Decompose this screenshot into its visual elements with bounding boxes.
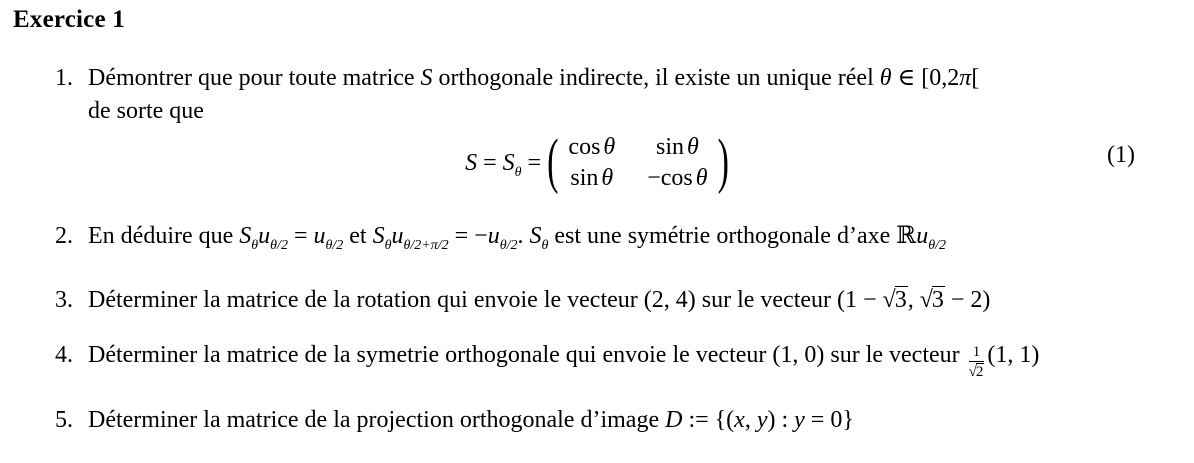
text-run: Déterminer la matrice de la symetrie orthogonale qui envoie le vecteur (1, 0) sur le vecteur (88, 342, 966, 368)
radicand: 3 (931, 287, 944, 313)
problem-1-text (88, 62, 979, 128)
text-run: Déterminer la matrice de la projection orthogonale d’image (88, 407, 666, 433)
cos-function: cos (568, 134, 601, 160)
math-var-pi: π (959, 65, 972, 91)
problem-5-text (88, 404, 854, 437)
equals-sign: = (477, 149, 503, 176)
radicand: 2 (975, 364, 984, 380)
radical-icon: √ (919, 287, 932, 313)
exercise-title: Exercice 1 (13, 6, 125, 33)
left-parenthesis: ( (547, 128, 559, 196)
text-run: − 2) (944, 287, 991, 313)
math-interval-close: [ (971, 65, 980, 91)
text-run: orthogonale indirecte, il existe un unique réel (432, 65, 880, 91)
problem-4-number: 4. (55, 342, 73, 368)
subscript-theta: θ (514, 164, 522, 180)
problem-4-text (88, 339, 1039, 381)
cos-function: cos (660, 165, 693, 191)
matrix-equation (0, 126, 1194, 200)
set-definition-close: = 0} (804, 407, 854, 433)
rotation-matrix (568, 132, 707, 194)
math-var-u: u (258, 223, 271, 249)
math-var-S: S (420, 65, 433, 91)
math-var-theta: θ (601, 165, 614, 191)
matrix-cell-10 (568, 163, 615, 194)
problem-4 (55, 339, 1039, 381)
matrix-cell-00 (568, 132, 615, 163)
right-parenthesis: ) (717, 128, 729, 196)
math-var-y: y (756, 407, 768, 433)
sqrt-3 (920, 287, 945, 313)
real-numbers-symbol: ℝ (896, 223, 917, 249)
math-var-x: x (734, 407, 745, 433)
equation-lhs (465, 149, 542, 180)
problem-5-number: 5. (55, 407, 73, 433)
problem-1 (55, 62, 979, 128)
math-var-S-theta: S (239, 223, 252, 249)
subscript-theta: θ (541, 237, 549, 253)
text-run: , (744, 407, 757, 433)
math-var-u: u (313, 223, 326, 249)
math-var-y: y (794, 407, 805, 433)
math-var-u: u (916, 223, 929, 249)
problem-3 (55, 284, 990, 317)
subscript-theta-over-2: θ/2 (270, 237, 288, 253)
math-interval-open: ∈ [0,2 (891, 65, 960, 91)
text-run: . (517, 223, 530, 249)
problem-3-number: 3. (55, 287, 73, 313)
math-var-D: D (665, 407, 683, 433)
equals-minus-sign: = − (448, 223, 488, 249)
equals-sign: = (287, 223, 314, 249)
problem-1-number: 1. (55, 65, 73, 91)
text-run: et (343, 223, 373, 249)
math-var-theta: θ (603, 134, 616, 160)
text-run: En déduire que (88, 223, 240, 249)
text-run: (1, 1) (987, 342, 1040, 368)
math-var-theta: θ (695, 165, 708, 191)
problem-3-text (88, 284, 990, 317)
subscript-theta: θ (384, 237, 392, 253)
equation-number: (1) (1107, 142, 1135, 168)
text-run: Démontrer que pour toute matrice (88, 65, 421, 91)
math-var-u: u (391, 223, 404, 249)
math-var-u: u (487, 223, 500, 249)
problem-5 (55, 404, 854, 437)
subscript-theta: θ (251, 237, 259, 253)
sin-function: sin (655, 134, 684, 160)
sin-function: sin (570, 165, 599, 191)
radicand: 3 (894, 287, 907, 313)
problem-2-text (88, 220, 946, 253)
problem-1-line-2: de sorte que (88, 98, 204, 124)
subscript-theta-over-2-plus-pi-over-2: θ/2+π/2 (403, 237, 449, 253)
fraction-denominator (969, 361, 985, 381)
subscript-theta-over-2: θ/2 (325, 237, 344, 253)
set-definition-open: := {( (682, 407, 735, 433)
text-run: est une symétrie orthogonale d’axe (548, 223, 897, 249)
text-run: , (907, 287, 920, 313)
fraction-1-over-sqrt-2 (969, 344, 985, 382)
matrix-cell-11 (647, 163, 707, 194)
radical-icon: √ (968, 364, 976, 380)
math-var-S-theta: S (372, 223, 385, 249)
problem-2-number: 2. (55, 223, 73, 249)
subscript-theta-over-2: θ/2 (928, 237, 946, 253)
problem-2 (55, 220, 946, 253)
math-var-S: S (465, 149, 478, 176)
radical-icon: √ (882, 287, 895, 313)
math-var-S-theta: S (529, 223, 542, 249)
subscript-theta-over-2: θ/2 (499, 237, 518, 253)
equals-sign: = (521, 149, 542, 176)
math-var-S-theta: S (502, 149, 515, 176)
problem-1-line-1 (88, 62, 979, 95)
math-var-theta: θ (879, 65, 892, 91)
text-run: Déterminer la matrice de la rotation qui envoie le vecteur (2, 4) sur le vecteur (1 − (88, 287, 883, 313)
minus-sign: − (647, 165, 661, 191)
matrix-cell-01 (647, 132, 707, 163)
text-run: ) : (767, 407, 795, 433)
sqrt-3 (883, 287, 908, 313)
math-var-theta: θ (687, 134, 699, 160)
fraction-numerator: 1 (972, 343, 981, 360)
